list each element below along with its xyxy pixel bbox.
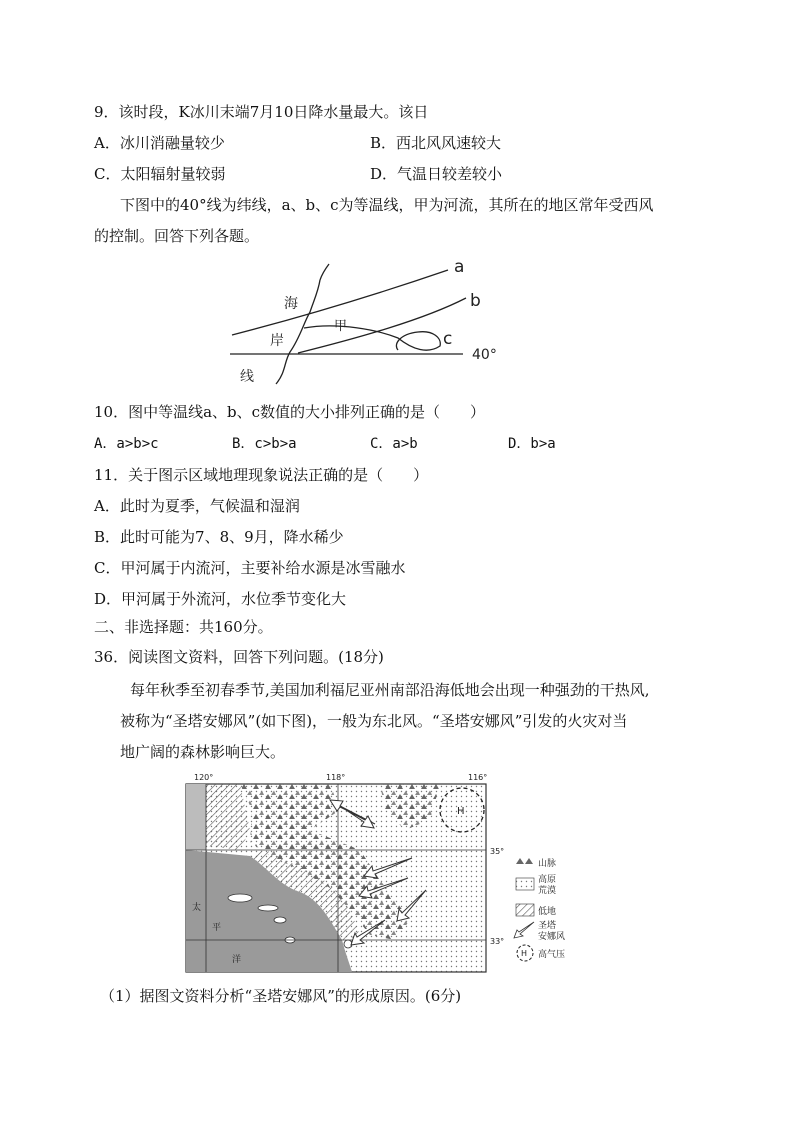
ocean-char-3: 洋 <box>232 955 242 965</box>
legend-lowland: 低地 <box>538 907 557 917</box>
legend-h: H <box>521 949 528 958</box>
q10-option-d: D．b>a <box>508 436 556 452</box>
q10-option-a: A．a>b>c <box>94 436 159 452</box>
lon-120-label: 120° <box>194 773 214 782</box>
legend-plateau-1: 高原 <box>538 875 557 885</box>
q36-para-line-1: 每年秋季至初春季节,美国加利福尼亚州南部沿海低地会出现一种强劲的干热风, <box>130 681 650 699</box>
q9-option-a: A．冰川消融量较少 <box>94 134 225 152</box>
legend-wind-1: 圣塔 <box>538 921 557 931</box>
intro-line-2: 的控制。回答下列各题。 <box>94 227 260 245</box>
coast-char-3: 线 <box>240 369 254 385</box>
coastline <box>276 280 320 384</box>
isotherm-a-label: a <box>454 258 465 277</box>
santa-ana-map <box>180 770 600 980</box>
isotherm-figure <box>228 258 528 390</box>
legend-plateau-2: 荒漠 <box>538 886 557 896</box>
q9-option-b: B．西北风风速较大 <box>370 134 502 152</box>
coast-char-1: 海 <box>284 296 298 312</box>
q11-stem: 11．关于图示区域地理现象说法正确的是（ ） <box>94 466 429 484</box>
q36-sub-1: （1）据图文资料分析“圣塔安娜风”的形成原因。(6分) <box>100 987 462 1005</box>
latitude-40-label: 40° <box>472 347 497 363</box>
q11-option-c: C．甲河属于内流河，主要补给水源是冰雪融水 <box>94 559 406 577</box>
q10-option-c: C．a>b <box>370 436 418 452</box>
high-pressure-h: H <box>457 806 465 817</box>
lat-33-label: 33° <box>490 937 505 946</box>
isotherm-b-label: b <box>470 291 481 311</box>
river-jia-label: 甲 <box>334 319 348 334</box>
lon-118-label: 118° <box>326 773 346 782</box>
isotherm-c-label: c <box>443 329 453 349</box>
q36-para-line-3: 地广阔的森林影响巨大。 <box>120 743 286 761</box>
q10-stem: 10．图中等温线a、b、c数值的大小排列正确的是（ ） <box>94 403 486 421</box>
q11-option-b: B．此时可能为7、8、9月，降水稀少 <box>94 528 344 546</box>
section-2-heading: 二、非选择题：共160分。 <box>94 618 273 636</box>
lon-116-label: 116° <box>468 773 488 782</box>
map-legend <box>514 857 565 961</box>
q9-stem: 9．该时段，K冰川末端7月10日降水量最大。该日 <box>94 103 429 121</box>
intro-line-1: 下图中的40°线为纬线，a、b、c为等温线，甲为河流，其所在的地区常年受西风 <box>120 196 654 214</box>
q36-stem: 36．阅读图文资料，回答下列问题。(18分) <box>94 648 384 666</box>
q11-option-d: D．甲河属于外流河，水位季节变化大 <box>94 590 347 608</box>
ocean-char-1: 太 <box>192 903 202 913</box>
q9-option-c: C．太阳辐射量较弱 <box>94 165 226 183</box>
coast-char-2: 岸 <box>270 333 284 349</box>
legend-wind-2: 安娜风 <box>538 932 566 942</box>
lat-35-label: 35° <box>490 847 505 856</box>
q36-para-line-2: 被称为“圣塔安娜风”(如下图)，一般为东北风。“圣塔安娜风”引发的火灾对当 <box>120 712 628 730</box>
ocean-char-2: 平 <box>212 923 222 933</box>
q10-option-b: B．c>b>a <box>232 436 297 452</box>
legend-high-pressure: 高气压 <box>538 950 566 960</box>
legend-mountain: 山脉 <box>538 859 557 869</box>
q11-option-a: A．此时为夏季，气候温和湿润 <box>94 497 300 515</box>
q9-option-d: D．气温日较差较小 <box>370 165 503 183</box>
